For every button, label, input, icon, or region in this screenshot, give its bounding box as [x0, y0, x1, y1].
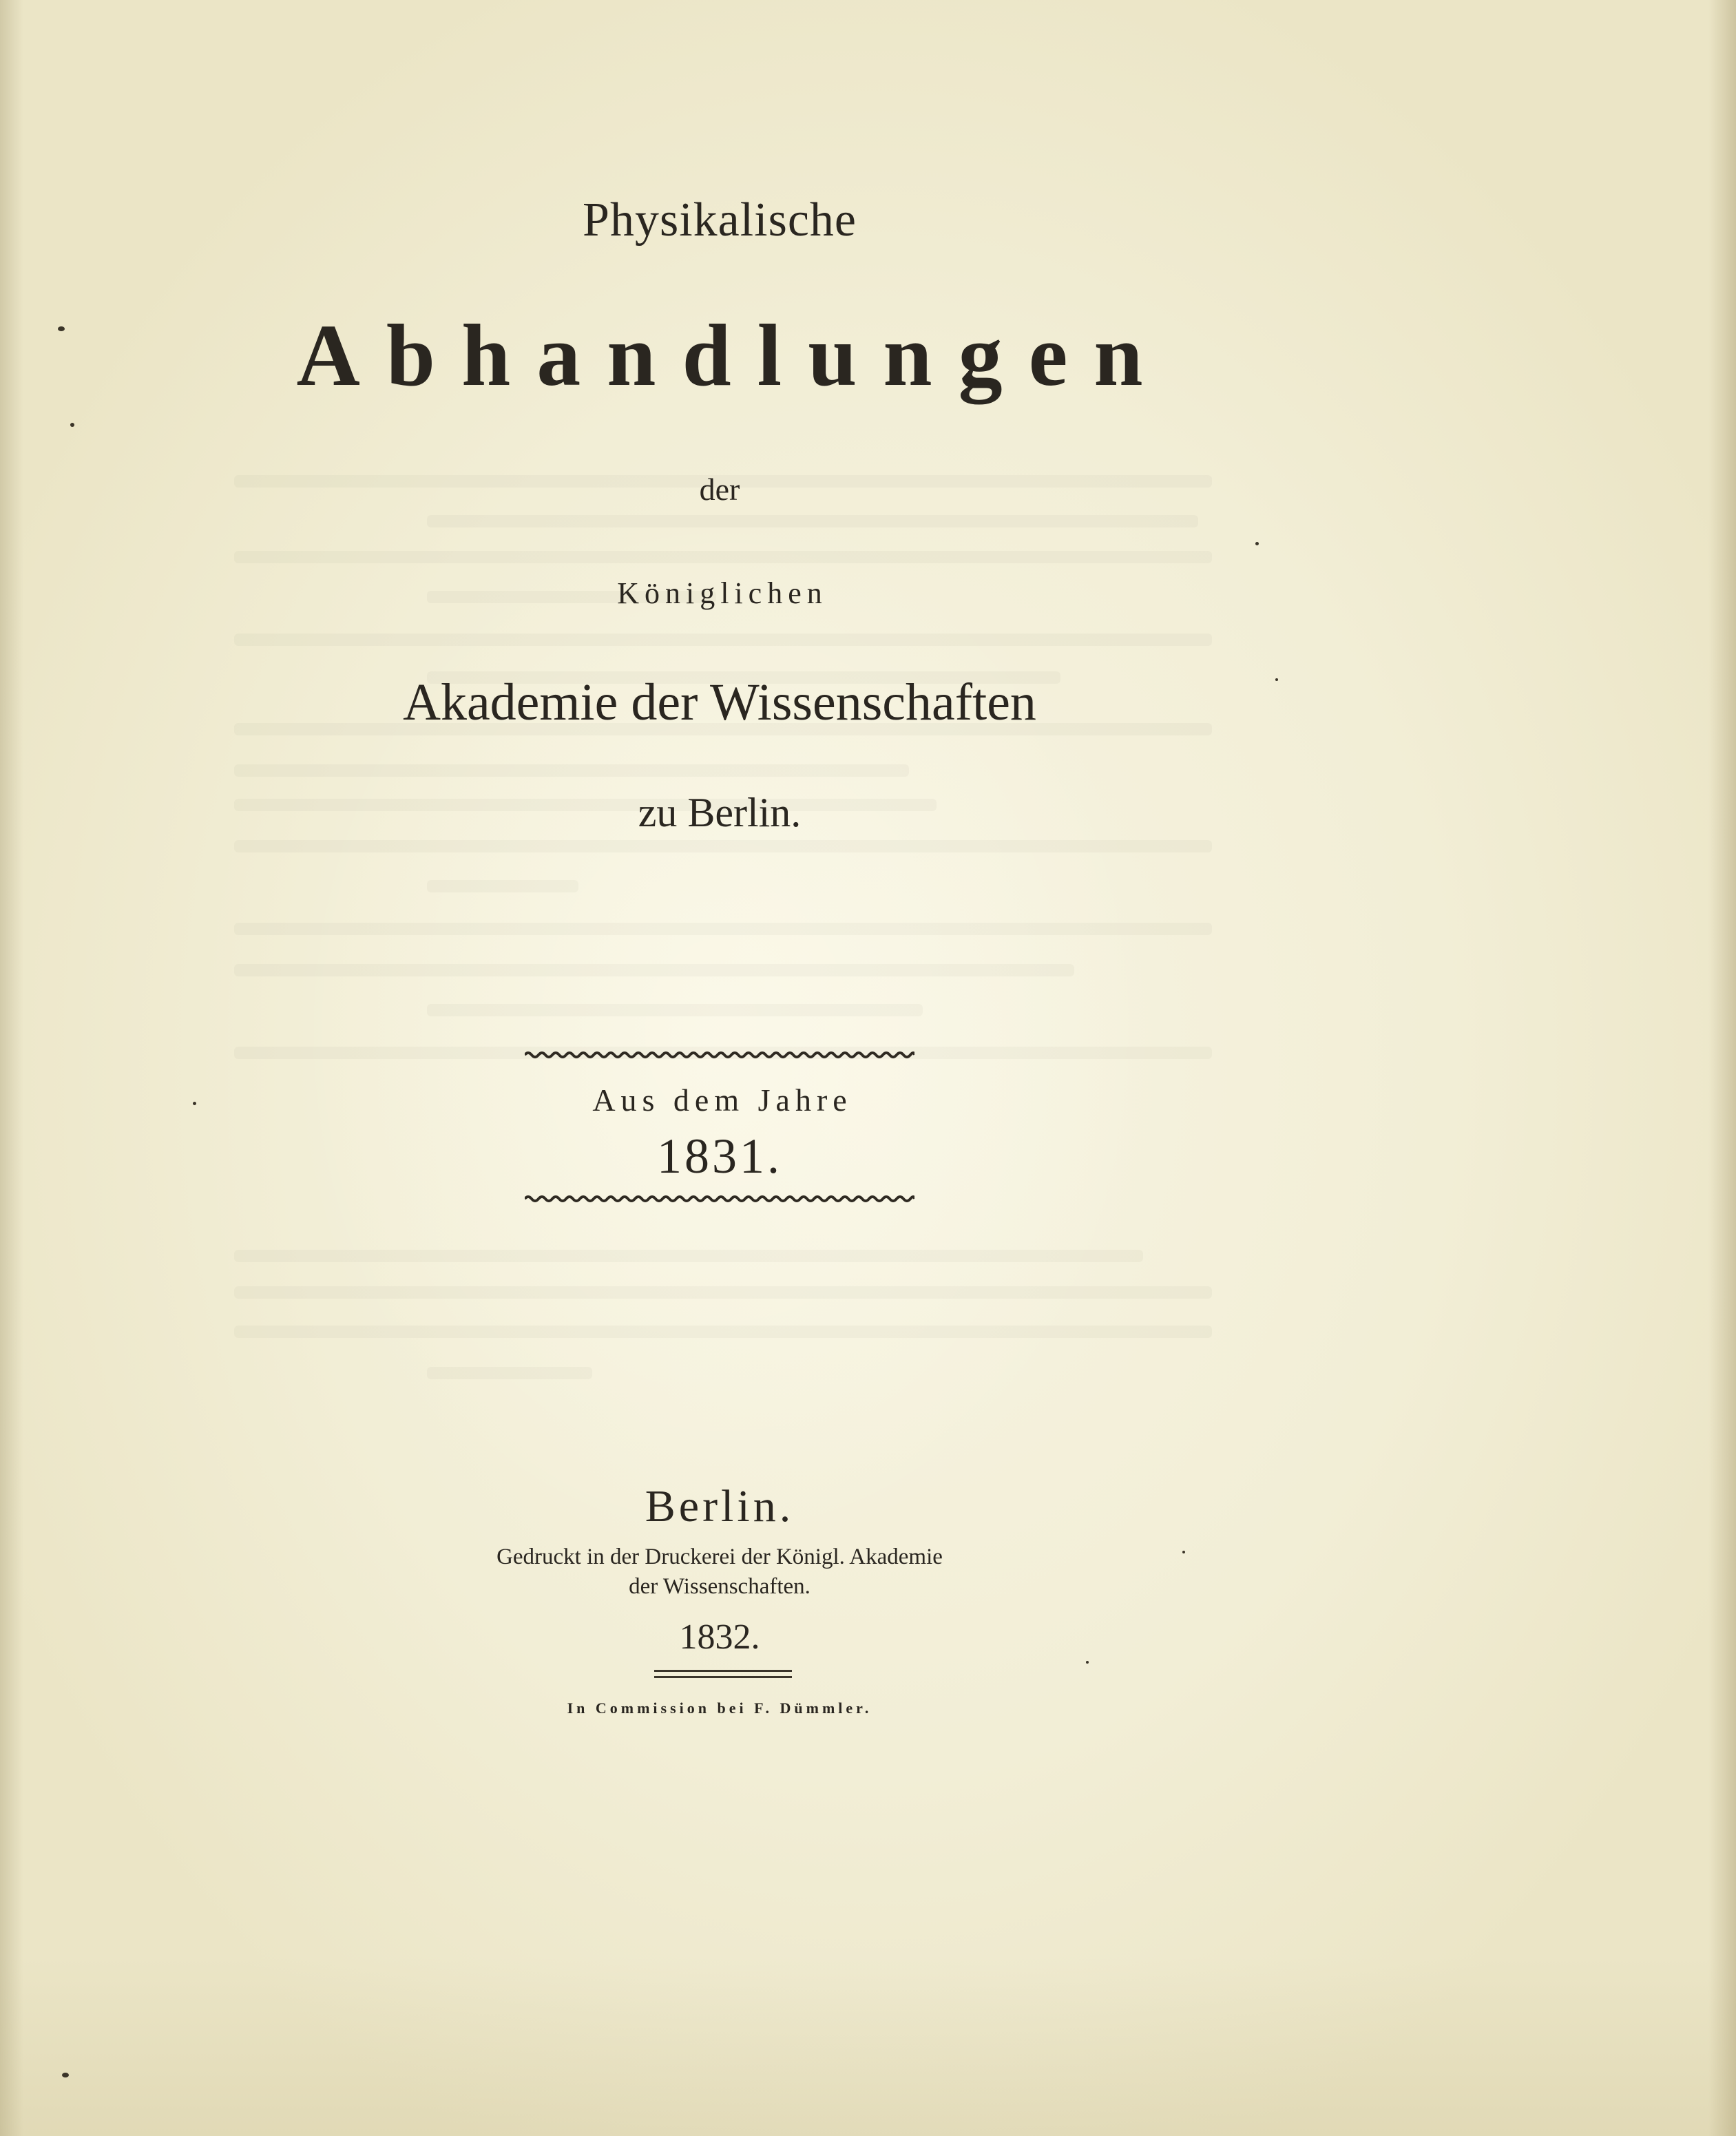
- series-title: Physikalische: [583, 193, 857, 247]
- page-bottom-shade: [0, 1957, 1736, 2136]
- location-line: zu Berlin.: [638, 790, 802, 835]
- imprint-printer-line-2: der Wissenschaften.: [629, 1574, 811, 1599]
- institution-name: Akademie der Wissenschaften: [403, 673, 1036, 731]
- adjective-koeniglichen: Königlichen: [617, 576, 828, 610]
- double-rule: [654, 1670, 792, 1672]
- main-title: Abhandlungen: [296, 306, 1169, 404]
- wavy-rule-bottom: [525, 1194, 914, 1204]
- right-page-edge: [1708, 0, 1736, 2136]
- commission-line: In Commission bei F. Dümmler.: [567, 1699, 872, 1717]
- imprint-printer-line-1: Gedruckt in der Druckerei der Königl. Akademie: [496, 1545, 943, 1569]
- year-value: 1831.: [657, 1129, 782, 1184]
- year-label: Aus dem Jahre: [592, 1082, 853, 1118]
- wavy-rule-top: [525, 1050, 914, 1060]
- imprint-year: 1832.: [679, 1617, 760, 1657]
- article-der: der: [699, 472, 740, 507]
- imprint-city: Berlin.: [645, 1481, 795, 1531]
